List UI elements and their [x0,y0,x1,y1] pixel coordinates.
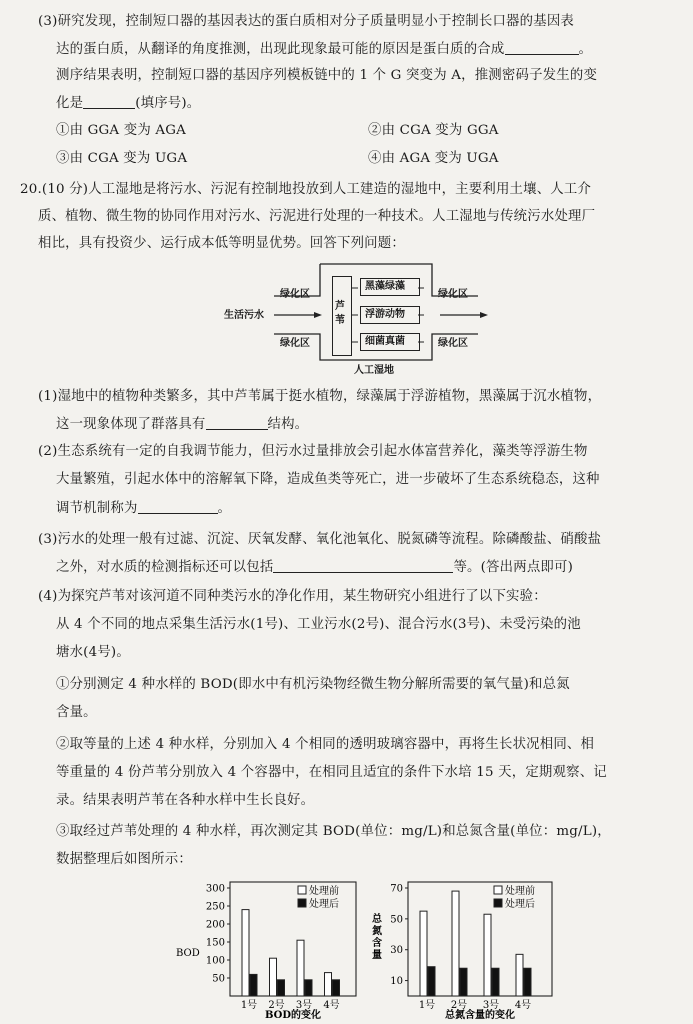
p3-line2-text: 之外，对水质的检测指标还可以包括 [56,560,274,575]
q3-line4-end: (填序号)。 [135,96,201,111]
chart-title: 总氮含量的变化 [445,1010,515,1021]
p2-line3-text: 调节机制称为 [56,501,138,516]
p1-line2-end: 结构。 [267,417,309,432]
legend-swatch [494,886,502,894]
option-1: ①由 GGA 变为 AGA [56,123,187,138]
y-axis-label-char: 含 [372,938,382,949]
x-tick-label: 3号 [295,1000,313,1011]
y-axis-label-char: 总 [372,914,382,925]
green-zone-right-bottom: 绿化区 [438,338,468,349]
p4-line3: 塘水(4号)。 [56,645,130,660]
x-tick-label: 2号 [450,1000,468,1011]
legend-label: 处理后 [309,899,339,910]
y-tick-label: 10 [390,976,403,988]
bar-before [484,914,491,996]
legend-label: 处理前 [309,886,339,897]
p2-line3-end: 。 [217,501,232,516]
p2-line2: 大量繁殖，引起水体中的溶解氧下降，造成鱼类等死亡，进一步破坏了生态系统稳态，这种 [56,472,600,487]
p1-line1: (1)湿地中的植物种类繁多，其中芦苇属于挺水植物，绿藻属于浮游植物，黑藻属于沉水植物， [38,389,602,404]
option-3: ③由 CGA 变为 UGA [56,151,188,166]
q20-line1: 20.(10 分)人工湿地是将污水、污泥有控制地投放到人工建造的湿地中，主要利用土壤、人工介 [20,182,592,197]
chart-title: BOD的变化 [264,1010,322,1021]
x-tick-label: 4号 [514,1000,532,1011]
step3-line1: ③取经过芦苇处理的 4 种水样，再次测定其 BOD(单位：mg/L)和总氮含量(单位：mg/L)， [56,824,611,839]
algae-label: 黑藻绿藻 [365,281,405,292]
sewage-label: 生活污水 [224,310,264,321]
bar-after [460,968,467,996]
bar-after [333,980,340,996]
legend-label: 处理后 [505,899,535,910]
q3-line1: (3)研究发现，控制短口器的基因表达的蛋白质相对分子质量明显小于控制长口器的基因表 [38,14,575,29]
legend-label: 处理前 [505,886,535,897]
green-zone-left-bottom: 绿化区 [280,338,310,349]
q3-line4 [56,94,200,113]
bod-chart [172,872,362,1022]
bar-after [524,968,531,996]
y-axis-label: BOD [176,948,200,959]
q3-line2-text: 达的蛋白质，从翻译的角度推测，出现此现象最可能的原因是蛋白质的合成 [56,42,505,57]
p1-line2-text: 这一现象体现了群落具有 [56,417,206,432]
answer-blank-codon[interactable] [83,94,135,109]
bar-before [516,954,523,996]
legend-swatch [298,899,306,907]
step2-line2: 等重量的 4 份芦苇分别放入 4 个容器中，在相同且适宜的条件下水培 15 天，定期观察、记 [56,765,607,780]
y-tick-label: 300 [205,883,225,895]
p3-line2 [56,558,573,577]
y-axis-label-char: 量 [372,950,382,961]
q3-line2 [56,40,592,59]
zooplankton-label: 浮游动物 [365,309,405,320]
q3-line3: 测序结果表明，控制短口器的基因序列模板链中的 1 个 G 突变为 A，推测密码子发生的变 [56,68,598,83]
green-zone-right-top: 绿化区 [438,289,468,300]
x-tick-label: 3号 [482,1000,500,1011]
answer-blank-indicators[interactable] [273,558,453,573]
bar-after [492,968,499,996]
bar-after [305,980,312,996]
step2-line3: 录。结果表明芦苇在各种水样中生长良好。 [56,793,315,808]
x-tick-label: 1号 [418,1000,436,1011]
p4-line1: (4)为探究芦苇对该河道不同种类污水的净化作用，某生物研究小组进行了以下实验： [38,589,547,604]
x-tick-label: 1号 [240,1000,258,1011]
p3-line2-end: 等。(答出两点即可) [453,560,574,575]
x-tick-label: 4号 [323,1000,340,1011]
p4-line2: 从 4 个不同的地点采集生活污水(1号)、工业污水(2号)、混合污水(3号)、未受污染的池 [56,617,581,632]
y-tick-label: 50 [212,973,225,985]
bar-after [250,974,257,996]
bar-before [325,973,332,996]
wetland-diagram [222,262,492,382]
p1-line2 [56,415,308,434]
legend-swatch [298,886,306,894]
bar-after [278,980,285,996]
wetland-label: 人工湿地 [354,365,394,376]
legend-swatch [494,899,502,907]
bar-before [297,940,304,996]
q3-line2-end: 。 [578,42,593,57]
y-tick-label: 30 [390,945,403,957]
bod-chart-svg [172,872,362,1022]
p2-line1: (2)生态系统有一定的自我调节能力，但污水过量排放会引起水体富营养化，藻类等浮游生物 [38,444,588,459]
p3-line1: (3)污水的处理一般有过滤、沉淀、厌氧发酵、氧化池氧化、脱氮磷等流程。除磷酸盐、硝酸盐 [38,532,602,547]
wetland-frame [222,262,492,382]
q20-line2: 质、植物、微生物的协同作用对污水、污泥进行处理的一种技术。人工湿地与传统污水处理厂 [38,209,596,224]
q20-line3: 相比，具有投资少、运行成本低等明显优势。回答下列问题： [38,236,405,251]
y-tick-label: 150 [205,937,225,949]
answer-blank-structure[interactable] [206,415,268,430]
bar-before [420,911,427,996]
step1-line1: ①分别测定 4 种水样的 BOD(即水中有机污染物经微生物分解所需要的氧气量)和总氮 [56,677,570,692]
nitrogen-chart [368,872,558,1022]
reed-label: 芦苇 [335,301,345,326]
option-2: ②由 CGA 变为 GGA [368,123,499,138]
answer-blank-synthesis[interactable] [505,40,579,55]
nitrogen-chart-svg [368,872,558,1022]
option-4: ④由 AGA 变为 UGA [368,151,499,166]
bar-before [242,910,249,996]
y-tick-label: 250 [205,901,225,913]
bar-before [452,891,459,996]
x-tick-label: 2号 [268,1000,285,1011]
p2-line3 [56,499,231,518]
q3-line4-text: 化是 [56,96,84,111]
green-zone-left-top: 绿化区 [280,289,310,300]
bar-after [428,967,435,996]
step2-line1: ②取等量的上述 4 种水样，分别加入 4 个相同的透明玻璃容器中，再将生长状况相同、相 [56,737,595,752]
microbe-label: 细菌真菌 [365,336,405,347]
step3-line2: 数据整理后如图所示： [56,852,192,867]
bar-before [270,958,277,996]
y-tick-label: 70 [390,883,403,895]
step1-line2: 含量。 [56,705,97,720]
y-tick-label: 50 [390,914,403,926]
y-axis-label-char: 氮 [372,926,382,937]
answer-blank-feedback[interactable] [138,499,218,514]
y-tick-label: 200 [205,919,225,931]
y-tick-label: 100 [205,955,225,967]
